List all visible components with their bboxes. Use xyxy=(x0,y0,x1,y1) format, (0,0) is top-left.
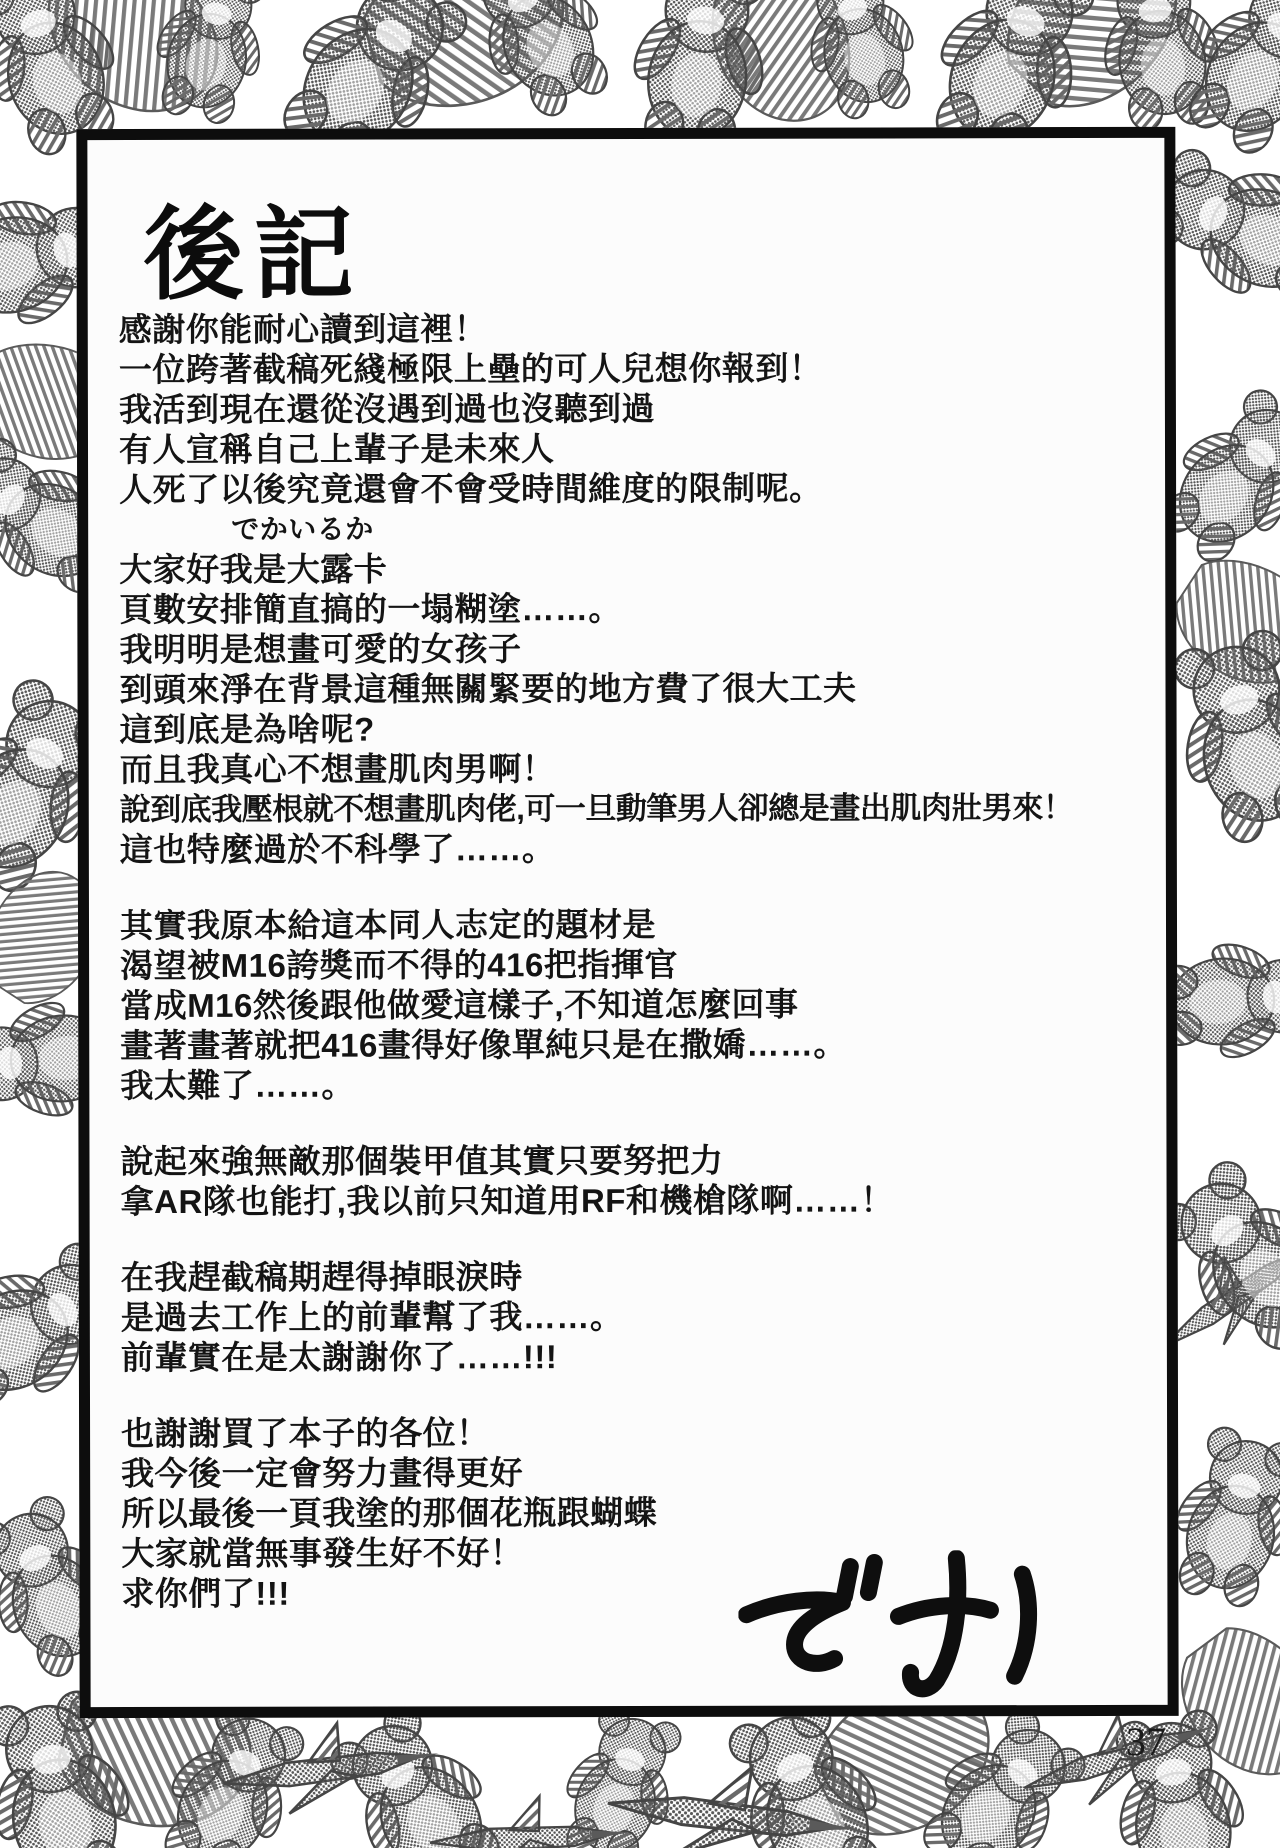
artist-signature xyxy=(738,1550,1068,1706)
afterword-line: 大家好我是大露卡 xyxy=(119,550,388,589)
afterword-paragraph xyxy=(120,1140,1148,1222)
afterword-line: 當成M16然後跟他做愛這樣子,不知道怎麼回事 xyxy=(120,985,799,1025)
afterword-line: 我明明是想畫可愛的女孩子 xyxy=(119,630,522,669)
afterword-paragraph xyxy=(119,308,1148,870)
afterword-line: 是過去工作上的前輩幫了我……。 xyxy=(120,1298,624,1337)
afterword-line: 拿AR隊也能打,我以前只知道用RF和機槍隊啊……！ xyxy=(120,1181,894,1221)
afterword-line: 頁數安排簡直搞的一塌糊塗……。 xyxy=(119,590,622,629)
afterword-line: 我太難了……。 xyxy=(120,1066,355,1105)
afterword-line: 說起來強無敵那個裝甲值其實只要努把力 xyxy=(120,1141,724,1181)
afterword-line: 有人宣稱自己上輩子是未來人 xyxy=(118,430,555,469)
page-number: 37 xyxy=(1126,1719,1166,1764)
afterword-line: 大家就當無事發生好不好！ xyxy=(121,1534,524,1573)
afterword-line: 其實我原本給這本同人志定的題材是 xyxy=(119,905,657,945)
afterword-line-furigana: でかいるか xyxy=(231,513,374,545)
afterword-line: 到頭來淨在背景這種無關緊要的地方費了很大工夫 xyxy=(119,669,857,709)
afterword-line: 所以最後一頁我塗的那個花瓶跟蝴蝶 xyxy=(121,1493,658,1533)
afterword-line: 求你們了!!! xyxy=(121,1574,290,1613)
afterword-line: 前輩實在是太謝謝你了……!!! xyxy=(120,1338,558,1377)
afterword-paragraph xyxy=(121,1256,1149,1378)
afterword-line: 在我趕截稿期趕得掉眼淚時 xyxy=(120,1258,523,1297)
afterword-line: 人死了以後究竟還會不會受時間維度的限制呢。 xyxy=(119,469,823,509)
afterword-panel xyxy=(76,127,1178,1718)
afterword-line: 渴望被M16誇獎而不得的416把指揮官 xyxy=(120,945,678,985)
afterword-paragraph xyxy=(120,904,1148,1106)
afterword-line: 說到底我壓根就不想畫肌肉佬,可一旦動筆男人卻總是畫出肌肉壯男來！ xyxy=(119,790,1074,828)
afterword-text xyxy=(119,308,1150,1650)
afterword-line: 這到底是為啥呢? xyxy=(119,710,375,749)
afterword-line: 我今後一定會努力畫得更好 xyxy=(121,1454,524,1493)
afterword-line: 也謝謝買了本子的各位！ xyxy=(121,1414,490,1453)
afterword-line: 一位跨著截稿死綫極限上壘的可人兒想你報到！ xyxy=(118,349,823,389)
afterword-line: 我活到現在還從沒遇到過也沒聽到過 xyxy=(118,389,655,429)
afterword-line: 而且我真心不想畫肌肉男啊！ xyxy=(119,750,556,789)
afterword-line: 這也特麼過於不科學了……。 xyxy=(119,830,556,869)
afterword-line: 畫著畫著就把416畫得好像單純只是在撒嬌……。 xyxy=(120,1025,847,1065)
afterword-line: 感謝你能耐心讀到這裡！ xyxy=(118,310,488,349)
afterword-title: 後記 xyxy=(143,197,364,313)
